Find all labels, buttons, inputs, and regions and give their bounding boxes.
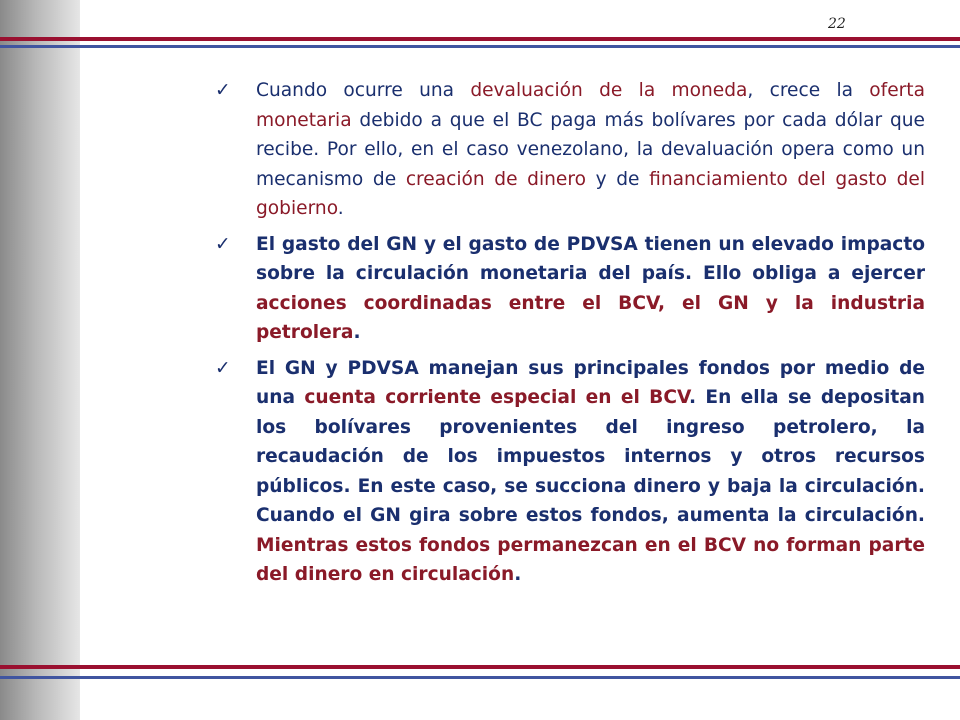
bullet-list [215,76,925,596]
top-blue-rule [0,45,960,48]
checkmark-icon: ✓ [215,80,231,101]
bullet-text: . En ella se depositan los bolívares provenientes del ingreso petrolero, la recaudación de los impuestos internos y otros recursos públicos. En este caso, se succiona dinero y baja la circulación. Cuando el GN gira sobre estos fondos, aumenta la circulación. [256,387,925,526]
page-number: 22 [828,16,846,32]
highlighted-text: cuenta corriente especial en el BCV [304,387,689,408]
bullet-text: y de [585,168,650,190]
bullet-text: , crece la [747,80,870,101]
bullet-item [215,76,925,224]
bullet-text: debido a que el BC paga más bolívares por cada dólar que recibe. Por ello, en el caso venezolano, la devaluación opera como un mecanismo de [256,109,925,190]
bullet-item [215,354,925,590]
bullet-text: . [514,564,522,585]
top-red-rule [0,37,960,41]
highlighted-text: financiamiento del gasto del gobierno [256,168,925,219]
bottom-blue-rule [0,676,960,679]
bullet-text: Cuando ocurre una [256,80,471,101]
checkmark-icon: ✓ [215,233,231,255]
highlighted-text: oferta monetaria [256,80,925,131]
highlighted-text: creación de dinero [405,168,586,190]
bullet-text: El GN y PDVSA manejan sus principales fondos por medio de una [256,357,925,408]
left-gray-sidebar [0,0,80,720]
bottom-red-rule [0,665,960,669]
bullet-text: . [337,198,344,219]
highlighted-text: devaluación de la moneda [470,80,748,101]
bullet-item [215,230,925,348]
checkmark-icon: ✓ [215,357,231,379]
highlighted-text: Mientras estos fondos permanezcan en el BCV no forman parte del dinero en circulación [256,534,925,585]
bullet-text: El gasto del GN y el gasto de PDVSA tienen un elevado impacto sobre la circulación monetaria del país. Ello obliga a ejercer [256,233,925,284]
bullet-text: . [353,322,361,343]
highlighted-text: acciones coordinadas entre el BCV, el GN y la industria petrolera [256,292,925,343]
